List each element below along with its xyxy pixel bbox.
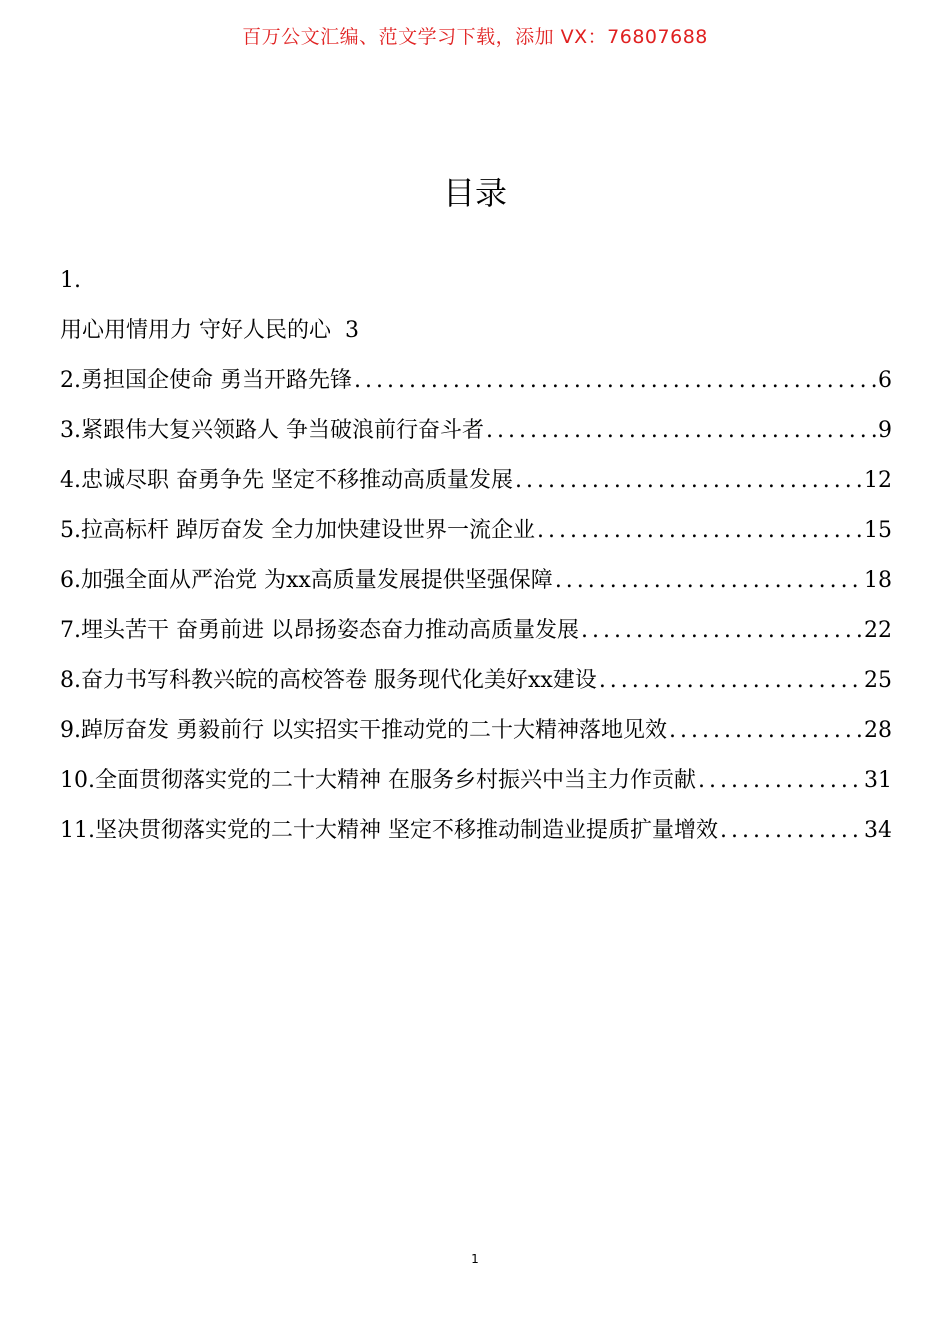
toc-entry-page: 6 [878, 368, 892, 393]
header-notice: 百万公文汇编、范文学习下载，添加 VX：76807688 [242, 26, 708, 48]
toc-leader-dots [352, 362, 876, 400]
toc-entry-page: 12 [864, 468, 892, 493]
toc-entry-10[interactable] [60, 762, 892, 812]
toc-entry-title: 用心用情用力 守好人民的心 [60, 318, 331, 343]
toc-entry-page: 18 [864, 568, 892, 593]
toc-entry-page: 22 [864, 618, 892, 643]
toc-entry-5[interactable] [60, 512, 892, 562]
page-title: 目录 [442, 174, 507, 212]
toc-entry-page: 15 [864, 518, 892, 543]
toc-entry-page: 3 [345, 318, 359, 343]
toc-leader-dots [579, 612, 862, 650]
toc-entry-title: 6.加强全面从严治党 为xx高质量发展提供坚强保障 [60, 568, 553, 593]
toc-entry-page: 9 [878, 418, 892, 443]
toc-entry-page: 28 [864, 718, 892, 743]
toc-leader-dots [597, 662, 862, 700]
toc-leader-dots [535, 512, 862, 550]
toc-entry-title: 3.紧跟伟大复兴领路人 争当破浪前行奋斗者 [60, 418, 484, 443]
toc-entry-1[interactable] [60, 312, 892, 362]
toc-leader-dots [718, 812, 862, 850]
toc-entry-title: 8.奋力书写科教兴皖的高校答卷 服务现代化美好xx建设 [60, 668, 597, 693]
toc-leader-dots [484, 412, 876, 450]
toc-leader-dots [513, 462, 862, 500]
toc-entry-title: 10.全面贯彻落实党的二十大精神 在服务乡村振兴中当主力作贡献 [60, 768, 696, 793]
toc-entry-title: 11.坚决贯彻落实党的二十大精神 坚定不移推动制造业提质扩量增效 [60, 818, 718, 843]
toc-entry-6[interactable] [60, 562, 892, 612]
toc-entry-title: 2.勇担国企使命 勇当开路先锋 [60, 368, 352, 393]
toc-first-number: 1. [60, 268, 81, 293]
toc-leader-dots [667, 712, 862, 750]
toc-entry-7[interactable] [60, 612, 892, 662]
toc-entry-title: 4.忠诚尽职 奋勇争先 坚定不移推动高质量发展 [60, 468, 513, 493]
toc-leader-dots [553, 562, 862, 600]
table-of-contents [60, 262, 892, 862]
toc-entry-2[interactable] [60, 362, 892, 412]
toc-entry-title: 9.踔厉奋发 勇毅前行 以实招实干推动党的二十大精神落地见效 [60, 718, 667, 743]
toc-entry-page: 34 [864, 818, 892, 843]
toc-entry-page: 25 [864, 668, 892, 693]
toc-entry-8[interactable] [60, 662, 892, 712]
toc-leader-dots [696, 762, 862, 800]
toc-entry-11[interactable] [60, 812, 892, 862]
toc-entry-page: 31 [864, 768, 892, 793]
toc-entry-3[interactable] [60, 412, 892, 462]
page-number: 1 [471, 1252, 479, 1266]
toc-entry-title: 5.拉高标杆 踔厉奋发 全力加快建设世界一流企业 [60, 518, 535, 543]
toc-entry-9[interactable] [60, 712, 892, 762]
toc-entry-title: 7.埋头苦干 奋勇前进 以昂扬姿态奋力推动高质量发展 [60, 618, 579, 643]
toc-entry-4[interactable] [60, 462, 892, 512]
